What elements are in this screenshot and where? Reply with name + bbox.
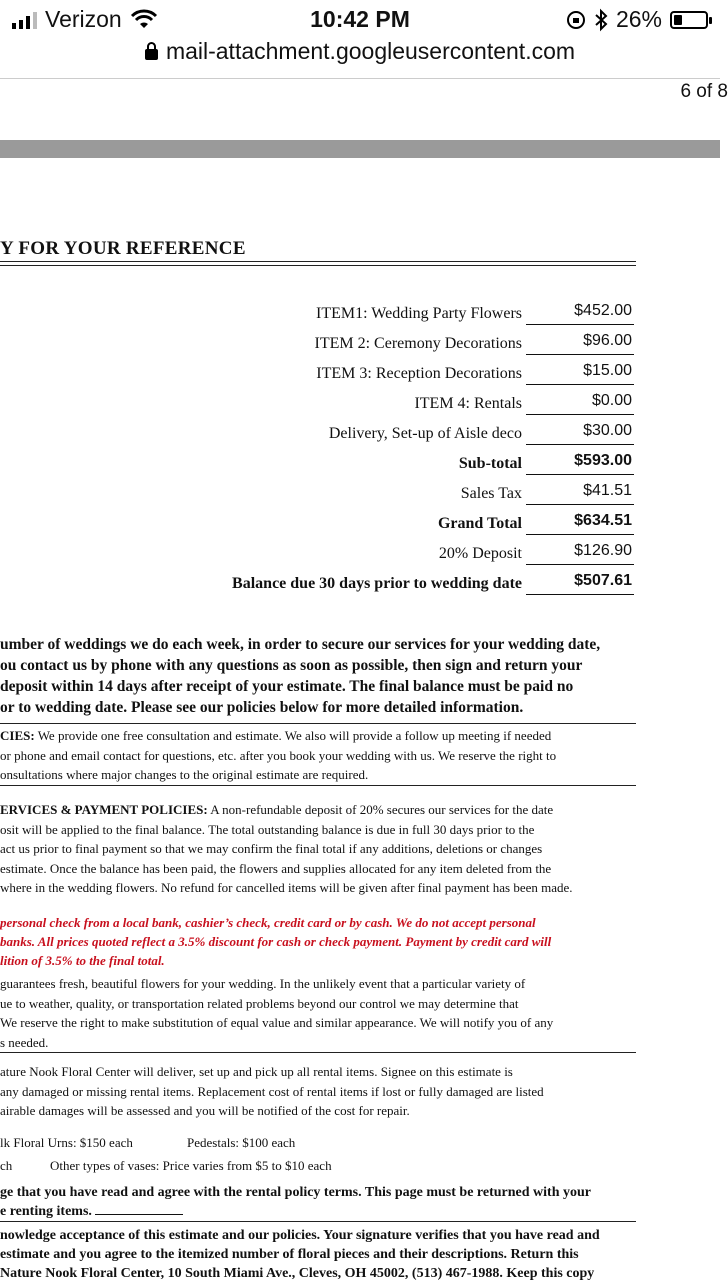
summary-amount: $96.00 bbox=[583, 332, 632, 349]
summary-row bbox=[0, 301, 720, 331]
summary-label: ITEM 2: Ceremony Decorations bbox=[314, 335, 522, 352]
summary-label: Delivery, Set-up of Aisle deco bbox=[328, 425, 522, 442]
clock: 10:42 PM bbox=[310, 6, 410, 32]
divider bbox=[0, 1221, 636, 1225]
bluetooth-icon bbox=[594, 9, 608, 31]
rental-policy: ature Nook Floral Center will deliver, set up and pick up all rental items. Signee on this estimate is any damaged or missing rental items. Replacement cost of rental items if lost or fully damaged are listed airable damages will be assessed and you will be notified of the cost for repair. bbox=[0, 1064, 544, 1118]
summary-amount: $0.00 bbox=[591, 392, 632, 409]
divider bbox=[0, 261, 636, 266]
rental-signature-line[interactable] bbox=[95, 1214, 183, 1215]
payment-methods-notice: personal check from a local bank, cashier’s check, credit card or by cash. We do not accept personal banks. All prices quoted reflect a 3.5% discount for cash or check payment. Payment by credit card will lition of 3.5% to the final total. bbox=[0, 915, 552, 968]
summary-amount: $126.90 bbox=[574, 542, 632, 559]
summary-row bbox=[0, 361, 720, 391]
divider bbox=[0, 785, 636, 789]
summary-row bbox=[0, 331, 720, 361]
battery-icon bbox=[670, 11, 708, 29]
lock-icon bbox=[145, 49, 158, 60]
address-bar[interactable] bbox=[0, 38, 720, 65]
summary-amount: $634.51 bbox=[574, 512, 632, 529]
summary-row bbox=[0, 541, 720, 571]
carrier-name: Verizon bbox=[45, 6, 122, 32]
summary-amount: $41.51 bbox=[583, 482, 632, 499]
summary-row bbox=[0, 481, 720, 511]
payment-policy: ERVICES & PAYMENT POLICIES: A non-refundable deposit of 20% secures our services for the date osit will be applied to the final balance. The total outstanding balance is due in full 30 days prior to the act us prior to final payment so that we may confirm the final total if any additions, deletions or changes estimate. Once the balance has been paid, the flowers and supplies allocated for any item deleted from the where in the wedding flowers. No refund for cancelled items will be given after final payment has been made. bbox=[0, 802, 573, 895]
page-separator bbox=[0, 140, 720, 158]
summary-label: Balance due 30 days prior to wedding date bbox=[232, 575, 522, 592]
page-indicator: 6 of 8 bbox=[680, 81, 728, 102]
summary-amount: $30.00 bbox=[583, 422, 632, 439]
summary-label: 20% Deposit bbox=[438, 545, 522, 562]
notice-paragraph: umber of weddings we do each week, in order to secure our services for your wedding date, ou contact us by phone with any questions as soon as possible, then sign and return your deposit within 14 days after receipt of your estimate. The final balance must be paid no or to wedding date. Please see our policies below for more detailed information. bbox=[0, 636, 601, 716]
rental-item-row: lk Floral Urns: $150 each Pedestals: $100 each bbox=[0, 1135, 296, 1150]
summary-row bbox=[0, 391, 720, 421]
consultation-policy: CIES: We provide one free consultation and estimate. We also will provide a follow up meeting if needed or phone and email contact for questions, etc. after you book your wedding with us. We reserve the right to onsultations where major changes to the original estimate are required. bbox=[0, 728, 557, 782]
flowers-policy: guarantees fresh, beautiful flowers for your wedding. In the unlikely event that a particular variety of ue to weather, quality, or transportation related problems beyond our control we may determine that We reserve the right to make substitution of equal value and similar appearance. We will notify you of any s needed. bbox=[0, 976, 554, 1050]
rental-acknowledgement: ge that you have read and agree with the rental policy terms. This page must be returned with your e renting items. bbox=[0, 1185, 591, 1219]
document-page[interactable] bbox=[0, 158, 720, 1280]
rental-item-row: ch Other types of vases: Price varies from $5 to $10 each bbox=[0, 1158, 332, 1173]
summary-label: ITEM 3: Reception Decorations bbox=[316, 365, 522, 382]
summary-label: Grand Total bbox=[437, 515, 522, 532]
summary-label: Sales Tax bbox=[460, 485, 522, 502]
summary-label: ITEM1: Wedding Party Flowers bbox=[316, 305, 522, 322]
section-heading: Y FOR YOUR REFERENCE bbox=[0, 238, 246, 259]
viewer-toolbar bbox=[0, 78, 728, 141]
subtotal-row bbox=[0, 451, 720, 481]
summary-amount: $452.00 bbox=[574, 302, 632, 319]
system-indicators bbox=[566, 6, 708, 33]
divider bbox=[0, 1052, 636, 1056]
summary-label: ITEM 4: Rentals bbox=[414, 395, 522, 412]
rental-items bbox=[0, 1133, 720, 1179]
battery-percent: 26% bbox=[615, 6, 662, 32]
grand-total-row bbox=[0, 511, 720, 541]
summary-row bbox=[0, 421, 720, 451]
summary-amount: $593.00 bbox=[574, 452, 632, 469]
summary-label: Sub-total bbox=[458, 455, 522, 472]
summary-amount: $15.00 bbox=[583, 362, 632, 379]
final-acknowledgement: nowledge acceptance of this estimate and our policies. Your signature verifies that you have read and estimate and you agree to the itemized number of floral pieces and their descriptions. Return this Nature Nook Floral Center, 10 South Miami Ave., Cleves, OH 45002, (513) 467-1988. Keep this copy bbox=[0, 1228, 600, 1281]
rotation-lock-icon bbox=[566, 10, 586, 30]
status-bar bbox=[0, 0, 720, 78]
balance-row bbox=[0, 571, 720, 601]
summary-amount: $507.61 bbox=[574, 572, 632, 589]
url-text: mail-attachment.googleusercontent.com bbox=[165, 38, 576, 64]
